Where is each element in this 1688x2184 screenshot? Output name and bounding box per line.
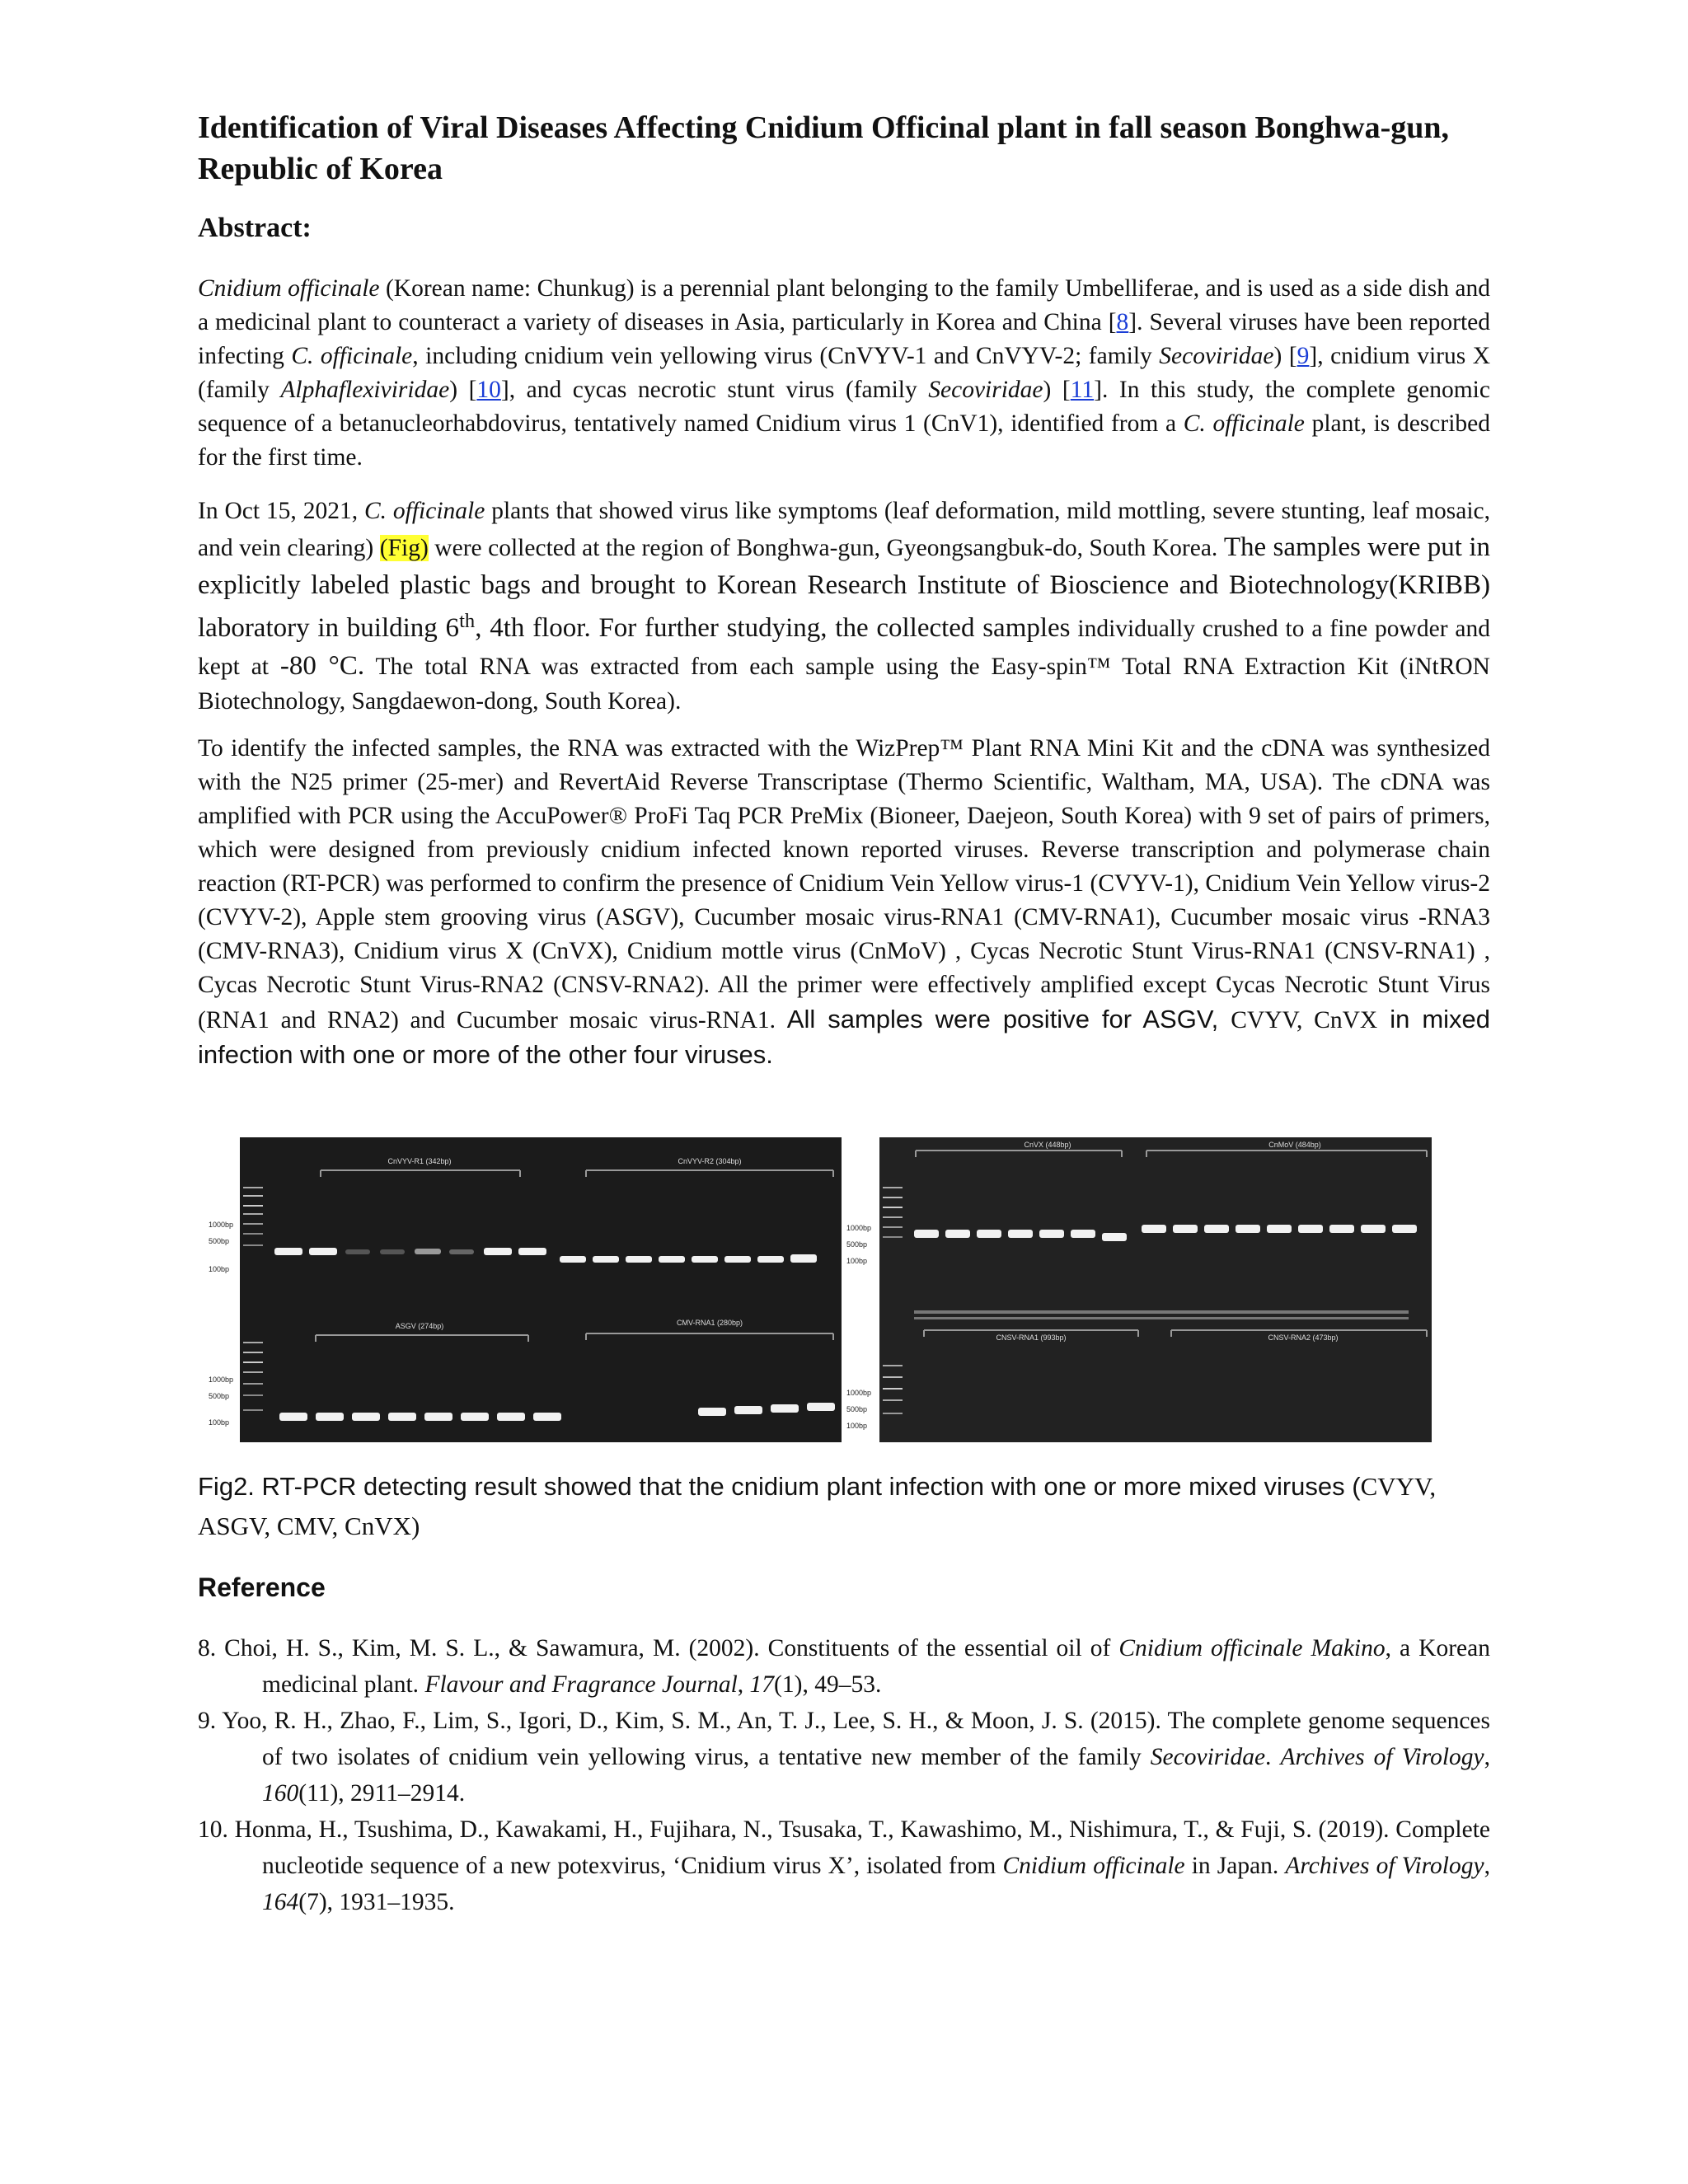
- reference-number: 9.: [198, 1708, 223, 1734]
- italic-text: Alphaflexiviridae: [280, 377, 450, 403]
- reference-item-10: [198, 1811, 1490, 1920]
- journal-name: Archives of Virology: [1280, 1744, 1484, 1770]
- ladder-labels-left-top: [209, 1216, 233, 1277]
- gel-label-cnsv-rna2: CNSV-RNA2 (473bp): [1268, 1333, 1339, 1342]
- superscript: th: [459, 610, 476, 632]
- reference-heading: Reference: [198, 1572, 326, 1602]
- abstract-heading: Abstract:: [198, 213, 312, 243]
- italic-text: C. officinale: [291, 343, 413, 369]
- volume: 164: [262, 1889, 299, 1915]
- italic-text: Cnidium officinale: [1002, 1853, 1185, 1879]
- caption-text: Fig2. RT-PCR detecting result showed that the cnidium plant infection with one or more mixed viruses (: [198, 1472, 1361, 1501]
- text-run: (11), 2911–2914.: [298, 1780, 466, 1807]
- text-run: Honma, H., Tsushima, D., Kawakami, H., Fujihara, N., Tsusaka, T., Kawashimo, M., Nishimura, T., & Fuji, S. (2019). Complete nucleotide sequence of a new potexvirus, ‘Cnidium virus X’, isolated from: [234, 1816, 1490, 1879]
- gel-label-cnvx: CnVX (448bp): [1024, 1141, 1071, 1149]
- journal-name: Flavour and Fragrance Journal: [424, 1671, 738, 1698]
- text-run: were collected at the region of Bonghwa-gun, Gyeongsangbuk-do, South Korea.: [428, 535, 1224, 561]
- volume: 17: [749, 1671, 775, 1698]
- caption-virus-list: CVYV, ASGV, CMV, CnVX): [198, 1472, 1437, 1540]
- ladder-label: 1000bp: [209, 1221, 234, 1229]
- text-run: The total RNA was extracted from each sample using the Easy-spin™ Total RNA Extraction Kit (iNtRON Biotechnology, Sangdaewon-dong, South Korea).: [198, 653, 1490, 715]
- text-run: (7), 1931–1935.: [298, 1889, 455, 1915]
- text-run: ,: [1484, 1853, 1490, 1879]
- text-run: plant, is described for the first time.: [198, 410, 1490, 471]
- reference-item-8: [198, 1630, 1490, 1703]
- reference-number: 10.: [198, 1816, 235, 1843]
- text-run: In Oct 15, 2021,: [198, 498, 364, 524]
- gel-label-cnvyv-r1: CnVYV-R1 (342bp): [387, 1157, 452, 1165]
- text-run: ) [: [449, 377, 477, 403]
- italic-text: Cnidium officinale Makino: [1118, 1635, 1386, 1661]
- volume: 160: [262, 1780, 299, 1807]
- ladder-label: 500bp: [209, 1237, 230, 1245]
- ladder-label: 100bp: [209, 1418, 230, 1427]
- citation-link-9[interactable]: 9: [1296, 343, 1310, 369]
- text-run: , including cnidium vein yellowing virus (CnVYV-1 and CnVYV-2; family: [412, 343, 1160, 369]
- abstract-paragraph-3: [198, 732, 1490, 1073]
- paper-title: Identification of Viral Diseases Affecting Cnidium Officinal plant in fall season Bonghwa-gun, Republic of Korea: [198, 110, 1450, 186]
- italic-text: Cnidium officinale: [198, 275, 380, 302]
- text-run: Choi, H. S., Kim, M. S. L., & Sawamura, M. (2002). Constituents of the essential oil of: [224, 1635, 1119, 1661]
- text-run: (Korean name: Chunkug) is a perennial plant belonging to the family Umbelliferae, and is used as a side dish and a medicinal plant to counteract a variety of diseases in Asia, particularly in Korea and China [: [198, 275, 1490, 335]
- text-run: (1), 49–53.: [774, 1671, 882, 1698]
- text-run: ]. In this study, the complete genomic sequence of a betanucleorhabdovirus, tentatively named Cnidium virus 1 (CnV1), identified from a: [198, 377, 1490, 437]
- ladder-label: 500bp: [846, 1240, 868, 1249]
- reference-number: 8.: [198, 1635, 225, 1661]
- sans-text-run: in mixed infection with one or more of the other four viruses.: [198, 1005, 1491, 1069]
- gel-label-cnsv-rna1: CNSV-RNA1 (993bp): [996, 1333, 1067, 1342]
- reference-item-9: [198, 1703, 1490, 1811]
- ladder-label: 100bp: [209, 1265, 230, 1273]
- abstract-paragraph-1: [198, 272, 1490, 475]
- abstract-paragraph-2: [198, 494, 1490, 719]
- ladder-label: 500bp: [209, 1392, 230, 1400]
- large-text-run: The samples were put in explicitly labeled plastic bags and brought to Korean Research Institute of Bioscience and Biotechnology(KRIBB) laboratory in building 6: [198, 532, 1490, 643]
- rt-pcr-gel-figure: [209, 1137, 1432, 1442]
- text-run: plants that showed virus like symptoms (leaf deformation, mild mottling, severe stunting, leaf mosaic, and vein clearing): [198, 498, 1491, 561]
- citation-link-8[interactable]: 8: [1116, 309, 1129, 335]
- gel-image-left: [240, 1137, 842, 1442]
- gel-label-cnvyv-r2: CnVYV-R2 (304bp): [678, 1157, 742, 1165]
- text-run: Yoo, R. H., Zhao, F., Lim, S., Igori, D., Kim, S. M., An, T. J., Lee, S. H., & Moon, J. S. (2015). The complete genome sequences of two isolates of cnidium vein yellowing virus, a tentative new member of the family: [222, 1708, 1490, 1770]
- text-run: ], cnidium virus X (family: [198, 343, 1491, 403]
- gel-image-right: [879, 1137, 1432, 1442]
- gel-label-cmv-rna1: CMV-RNA1 (280bp): [676, 1319, 743, 1327]
- gel-label-cnmov: CnMoV (484bp): [1268, 1141, 1321, 1149]
- text-run: ,: [737, 1671, 750, 1698]
- text-run: ]. Several viruses have been reported infecting: [198, 309, 1491, 369]
- ladder-label: 100bp: [846, 1257, 868, 1265]
- reference-list: [198, 1630, 1490, 1920]
- gel-background: [879, 1137, 1432, 1442]
- text-run: ], and cycas necrotic stunt virus (family: [500, 377, 929, 403]
- ladder-label: 1000bp: [846, 1224, 872, 1232]
- sans-text-run: All samples were positive for ASGV,: [786, 1005, 1231, 1033]
- gel-background: [240, 1137, 842, 1442]
- text-run: CVYV, CnVX: [1231, 1007, 1378, 1033]
- text-run: ) [: [1043, 377, 1071, 403]
- italic-text: C. officinale: [1183, 410, 1305, 437]
- ladder-label: 100bp: [846, 1422, 868, 1430]
- italic-text: Secoviridae: [928, 377, 1043, 403]
- text-run: To identify the infected samples, the RNA was extracted with the WizPrep™ Plant RNA Mini Kit and the cDNA was synthesized with the N25 primer (25-mer) and RevertAid Reverse Transcriptase (Thermo Scientific, Waltham, MA, USA). The cDNA was amplified with PCR using the AccuPower® ProFi Taq PCR PreMix (Bioneer, Daejeon, South Korea) with 9 set of pairs of primers, which were designed from previously cnidium infected known reported viruses. Reverse transcription and polymerase chain reaction (RT-PCR) was performed to confirm the presence of Cnidium Vein Yellow virus-1 (CVYV-1), Cnidium Vein Yellow virus-2 (CVYV-2), Apple stem grooving virus (ASGV), Cucumber mosaic virus-RNA1 (CMV-RNA1), Cucumber mosaic virus -RNA3 (CMV-RNA3), Cnidium virus X (CnVX), Cnidium mottle virus (CnMoV) , Cycas Necrotic Stunt Virus-RNA1 (CNSV-RNA1) , Cycas Necrotic Stunt Virus-RNA2 (CNSV-RNA2). All the primer were effectively amplified except Cycas Necrotic Stunt Virus (RNA1 and RNA2) and Cucumber mosaic virus-RNA1.: [198, 735, 1490, 1033]
- large-text-run: , 4th floor. For further studying, the collected samples: [475, 612, 1071, 643]
- ladder-label: 1000bp: [209, 1376, 234, 1384]
- ladder-labels-left-bottom: [209, 1371, 233, 1431]
- text-run: individually crushed to a fine powder and kept at: [198, 615, 1490, 680]
- text-run: , a Korean medicinal plant.: [262, 1635, 1490, 1698]
- text-run: .: [1265, 1744, 1281, 1770]
- italic-text: Secoviridae: [1150, 1744, 1266, 1770]
- text-run: ) [: [1273, 343, 1297, 369]
- italic-text: Secoviridae: [1159, 343, 1274, 369]
- ladder-labels-right-top: [846, 1220, 871, 1269]
- italic-text: C. officinale: [363, 498, 485, 524]
- temperature-text: -80 °C.: [279, 650, 365, 681]
- citation-link-10[interactable]: 10: [476, 377, 501, 403]
- gel-label-asgv: ASGV (274bp): [395, 1322, 444, 1330]
- citation-link-11[interactable]: 11: [1070, 377, 1095, 403]
- journal-name: Archives of Virology: [1285, 1853, 1484, 1879]
- text-run: in Japan.: [1184, 1853, 1286, 1879]
- text-run: ,: [1484, 1744, 1491, 1770]
- ladder-labels-right-bottom: [846, 1385, 871, 1434]
- ladder-label: 1000bp: [846, 1389, 872, 1397]
- highlighted-fig-reference: (Fig): [379, 535, 429, 561]
- figure-caption: [198, 1467, 1490, 1546]
- ladder-label: 500bp: [846, 1405, 868, 1413]
